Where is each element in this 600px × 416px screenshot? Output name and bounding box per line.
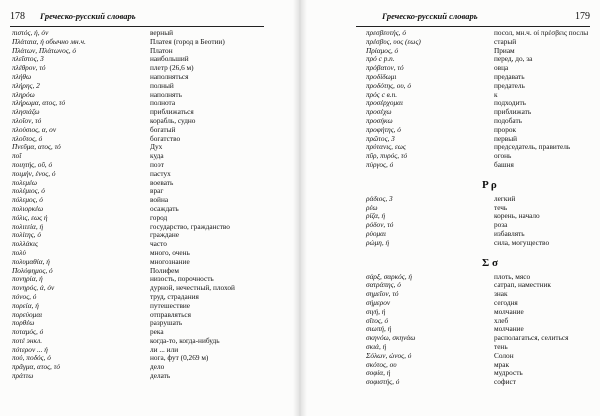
greek-headword: πολιορκέω bbox=[12, 203, 44, 213]
letter-heading-sigma: Σ σ bbox=[482, 256, 498, 269]
dictionary-entry bbox=[366, 361, 596, 370]
dictionary-entry bbox=[366, 290, 596, 299]
russian-translation: река bbox=[150, 327, 164, 337]
russian-translation: дело bbox=[150, 362, 165, 372]
russian-translation: течь bbox=[494, 202, 508, 212]
dictionary-entry bbox=[366, 204, 596, 213]
dictionary-entry bbox=[12, 47, 272, 56]
right-page-header bbox=[356, 10, 590, 27]
greek-headword: ποτέ энкл. bbox=[12, 335, 43, 345]
russian-translation: наполнять bbox=[150, 89, 182, 99]
russian-translation: предавать bbox=[494, 71, 525, 81]
greek-headword: σῖτος, ό bbox=[366, 315, 389, 325]
greek-headword: σιωπή, ή bbox=[366, 324, 392, 334]
dictionary-entry bbox=[12, 196, 272, 205]
russian-translation: старый bbox=[494, 36, 517, 46]
russian-translation: разрушать bbox=[150, 318, 183, 328]
greek-headword: πρέσβυς, υος (εως) bbox=[366, 36, 421, 46]
dictionary-entry bbox=[366, 82, 596, 91]
russian-translation: мудрость bbox=[494, 368, 523, 378]
greek-headword: σατράπης, ό bbox=[366, 280, 401, 290]
russian-translation: избавлять bbox=[494, 228, 525, 238]
greek-headword: πύργος, ό bbox=[366, 159, 394, 169]
russian-translation: богатство bbox=[150, 133, 181, 143]
greek-headword: σάρξ, σαρκός, ή bbox=[366, 271, 413, 281]
russian-translation: Платон bbox=[150, 45, 173, 55]
russian-translation: подходить bbox=[494, 98, 526, 108]
dictionary-entry bbox=[366, 195, 596, 204]
greek-headword: Πολύφημος, ό bbox=[12, 265, 53, 275]
greek-headword: πρός с в.п. bbox=[366, 89, 398, 99]
dictionary-entry bbox=[366, 221, 596, 230]
entries-rho bbox=[366, 195, 596, 248]
greek-headword: ρύομαι bbox=[366, 228, 387, 238]
russian-translation: первый bbox=[494, 133, 518, 143]
russian-translation: полнота bbox=[150, 98, 176, 108]
dictionary-entry bbox=[366, 308, 596, 317]
russian-translation: располагаться, селиться bbox=[494, 333, 569, 343]
dictionary-entry bbox=[366, 239, 596, 248]
greek-headword: προσέχω bbox=[366, 107, 392, 117]
greek-headword: πολεμέω bbox=[12, 177, 38, 187]
right-page bbox=[300, 0, 600, 416]
dictionary-entry bbox=[366, 352, 596, 361]
greek-headword: ποταμός, ό bbox=[12, 327, 44, 337]
greek-headword: προφήτης, ό bbox=[366, 124, 401, 134]
right-entries-list bbox=[366, 29, 596, 387]
dictionary-entry bbox=[12, 55, 272, 64]
dictionary-entry bbox=[12, 187, 272, 196]
dictionary-entry bbox=[12, 126, 272, 135]
greek-headword: πότερον ... ή bbox=[12, 344, 48, 354]
russian-translation: Дух bbox=[150, 142, 163, 152]
running-head: Греческо-русский словарь bbox=[40, 11, 136, 21]
russian-translation: Полифем bbox=[150, 265, 179, 275]
greek-headword: πορθέω bbox=[12, 318, 35, 328]
left-entries-list bbox=[12, 29, 272, 381]
greek-headword: σήμερον bbox=[366, 297, 391, 307]
dictionary-entry bbox=[12, 311, 272, 320]
russian-translation: корабль, судно bbox=[150, 115, 196, 125]
greek-headword: πλούσιος, α, ον bbox=[12, 124, 57, 134]
entries-sigma bbox=[366, 273, 596, 387]
entries-pi bbox=[366, 29, 596, 170]
greek-headword: πολέμιος, ό bbox=[12, 186, 45, 196]
left-page-header bbox=[10, 10, 264, 27]
page-number: 178 bbox=[10, 11, 25, 22]
dictionary-entry bbox=[12, 223, 272, 232]
greek-headword: προδίδωμι bbox=[366, 71, 397, 81]
greek-headword: πόλεμος, ό bbox=[12, 195, 43, 205]
dictionary-entry bbox=[12, 64, 272, 73]
dictionary-entry bbox=[366, 47, 596, 56]
greek-headword: πλεῖστος, 3 bbox=[12, 54, 44, 64]
russian-translation: верный bbox=[150, 28, 174, 37]
russian-translation: куда bbox=[150, 151, 164, 161]
dictionary-entry bbox=[366, 369, 596, 378]
greek-headword: ποιητής, οῦ, ό bbox=[12, 159, 53, 169]
greek-headword: πολίτης, ό bbox=[12, 230, 41, 240]
russian-translation: огонь bbox=[494, 151, 512, 161]
greek-headword: πορεία, ή bbox=[12, 300, 39, 310]
russian-translation: город bbox=[150, 212, 168, 222]
russian-translation: председатель, правитель bbox=[494, 142, 571, 152]
dictionary-entry bbox=[366, 64, 596, 73]
greek-headword: πορεύομαι bbox=[12, 309, 43, 319]
russian-translation: наполняться bbox=[150, 71, 189, 81]
dictionary-entry bbox=[12, 363, 272, 372]
dictionary-entry bbox=[366, 99, 596, 108]
russian-translation: приближать bbox=[494, 107, 532, 117]
russian-translation: многознание bbox=[150, 256, 190, 266]
greek-headword: πόλις, εως ή bbox=[12, 212, 48, 222]
dictionary-entry bbox=[12, 231, 272, 240]
dictionary-entry bbox=[366, 317, 596, 326]
greek-headword: σημεῖον, τό bbox=[366, 289, 399, 299]
dictionary-entry bbox=[366, 38, 596, 47]
dictionary-entry bbox=[12, 205, 272, 214]
greek-headword: πρῶτος, 3 bbox=[366, 133, 395, 143]
russian-translation: Платея (город в Беотии) bbox=[150, 36, 225, 46]
russian-translation: враг bbox=[150, 186, 164, 196]
dictionary-entry bbox=[366, 334, 596, 343]
dictionary-entry bbox=[366, 161, 596, 170]
dictionary-entry bbox=[12, 108, 272, 117]
dictionary-entry bbox=[12, 328, 272, 337]
dictionary-entry bbox=[12, 293, 272, 302]
russian-translation: путешествие bbox=[150, 300, 191, 310]
russian-translation: отправляться bbox=[150, 309, 191, 319]
dictionary-entry bbox=[12, 372, 272, 381]
dictionary-entry bbox=[366, 230, 596, 239]
dictionary-entry bbox=[12, 170, 272, 179]
russian-translation: приближаться bbox=[150, 107, 194, 117]
russian-translation: пастух bbox=[150, 168, 171, 178]
dictionary-entry bbox=[366, 299, 596, 308]
dictionary-entry bbox=[12, 346, 272, 355]
russian-translation: сила, могущество bbox=[494, 237, 550, 247]
russian-translation: война bbox=[150, 195, 169, 205]
russian-translation: посол, мн.ч. οί πρέσβεις послы bbox=[494, 28, 589, 37]
russian-translation: знак bbox=[494, 289, 508, 299]
greek-headword: σκότος, ου bbox=[366, 359, 397, 369]
greek-headword: πληρόω bbox=[12, 89, 35, 99]
greek-headword: πόνος, ό bbox=[12, 291, 37, 301]
russian-translation: труд, страдания bbox=[150, 291, 199, 301]
dictionary-entry bbox=[12, 319, 272, 328]
greek-headword: πολλάκις bbox=[12, 239, 38, 249]
russian-translation: молчание bbox=[494, 324, 524, 334]
dictionary-entry bbox=[12, 214, 272, 223]
greek-headword: ράδιος, 3 bbox=[366, 193, 393, 203]
russian-translation: молчание bbox=[494, 306, 524, 316]
greek-headword: Σόλων, ώνος, ό bbox=[366, 350, 412, 360]
russian-translation: предатель bbox=[494, 80, 525, 90]
dictionary-entry bbox=[12, 82, 272, 91]
dictionary-entry bbox=[12, 249, 272, 258]
greek-headword: πονηρία, ή bbox=[12, 274, 43, 284]
greek-headword: πιστός, ή, όν bbox=[12, 28, 49, 37]
greek-headword: πλέθρον, τό bbox=[12, 63, 46, 73]
dictionary-entry bbox=[366, 378, 596, 387]
russian-translation: сегодня bbox=[494, 297, 518, 307]
greek-headword: πρό с р.п. bbox=[366, 54, 395, 64]
greek-headword: πονηρός, ά, όν bbox=[12, 283, 55, 293]
russian-translation: софист bbox=[494, 377, 516, 387]
russian-translation: мрак bbox=[494, 359, 510, 369]
russian-translation: делать bbox=[150, 371, 171, 381]
letter-heading-rho: Ρ ρ bbox=[482, 178, 497, 191]
dictionary-entry bbox=[12, 337, 272, 346]
russian-translation: плетр (26,6 м) bbox=[150, 63, 194, 73]
greek-headword: πρεσβευτής, ό bbox=[366, 28, 406, 37]
russian-translation: пророк bbox=[494, 124, 517, 134]
running-head: Греческо-русский словарь bbox=[382, 11, 478, 21]
dictionary-entry bbox=[12, 267, 272, 276]
greek-headword: πολύ bbox=[12, 247, 26, 257]
dictionary-entry bbox=[12, 73, 272, 82]
greek-headword: προσέρχομαι bbox=[366, 98, 404, 108]
dictionary-entry bbox=[12, 179, 272, 188]
greek-headword: Πρίαμος, ό bbox=[366, 45, 399, 55]
russian-translation: дурной, нечестный, плохой bbox=[150, 283, 235, 293]
greek-headword: προδότης, ου, ό bbox=[366, 80, 411, 90]
greek-headword: ρέω bbox=[366, 202, 378, 212]
russian-translation: сатрап, наместник bbox=[494, 280, 551, 290]
greek-headword: σκιά, ή bbox=[366, 341, 387, 351]
russian-translation: перед, до, за bbox=[494, 54, 533, 64]
russian-translation: осаждать bbox=[150, 203, 179, 213]
greek-headword: ποιμήν, ένος, ό bbox=[12, 168, 56, 178]
russian-translation: хлеб bbox=[494, 315, 509, 325]
russian-translation: тень bbox=[494, 341, 508, 351]
dictionary-entry bbox=[366, 108, 596, 117]
russian-translation: корень, начало bbox=[494, 211, 540, 221]
greek-headword: προσήκω bbox=[366, 115, 393, 125]
dictionary-entry bbox=[12, 143, 272, 152]
dictionary-entry bbox=[366, 212, 596, 221]
greek-headword: πράττω bbox=[12, 371, 34, 381]
russian-translation: наибольший bbox=[150, 54, 189, 64]
russian-translation: часто bbox=[150, 239, 167, 249]
greek-headword: σοφιστής, ό bbox=[366, 377, 400, 387]
russian-translation: плоть, мясо bbox=[494, 271, 531, 281]
greek-headword: πλησιάζω bbox=[12, 107, 40, 117]
greek-headword: πρόβατον, τό bbox=[366, 63, 404, 73]
greek-headword: πού, ποδός, ό bbox=[12, 353, 51, 363]
greek-headword: πλοῦτος, ό bbox=[12, 133, 43, 143]
greek-headword: πλήρης, 2 bbox=[12, 80, 40, 90]
greek-headword: πολιτεία, ή bbox=[12, 221, 44, 231]
greek-headword: ρίζα, ή bbox=[366, 211, 386, 221]
russian-translation: подобать bbox=[494, 115, 522, 125]
greek-headword: Πλάταια, ή обычно мн.ч. bbox=[12, 36, 86, 46]
book-gutter-shadow bbox=[293, 0, 307, 416]
russian-translation: государство, гражданство bbox=[150, 221, 230, 231]
russian-translation: роза bbox=[494, 220, 508, 230]
dictionary-entry bbox=[12, 302, 272, 311]
russian-translation: нога, фут (0,269 м) bbox=[150, 353, 209, 363]
dictionary-entry bbox=[12, 240, 272, 249]
russian-translation: поэт bbox=[150, 159, 164, 169]
russian-translation: богатый bbox=[150, 124, 176, 134]
russian-translation: овца bbox=[494, 63, 509, 73]
russian-translation: граждане bbox=[150, 230, 180, 240]
russian-translation: ли ... или bbox=[150, 344, 179, 354]
greek-headword: ρόδον, τό bbox=[366, 220, 394, 230]
greek-headword: σοφία, ή bbox=[366, 368, 391, 378]
russian-translation: башня bbox=[494, 159, 514, 169]
greek-headword: πρᾶγμα, ατος, τό bbox=[12, 362, 60, 372]
greek-headword: πλήρωμα, ατος, τό bbox=[12, 98, 66, 108]
greek-headword: πλοῖον, τό bbox=[12, 115, 42, 125]
greek-headword: Πλάτων, Πλάτωνος, ό bbox=[12, 45, 77, 55]
dictionary-entry bbox=[366, 126, 596, 135]
russian-translation: низость, порочность bbox=[150, 274, 214, 284]
russian-translation: много, очень bbox=[150, 247, 190, 257]
greek-headword: πρύτανις, εως bbox=[366, 142, 406, 152]
greek-headword: ποῖ bbox=[12, 151, 22, 161]
russian-translation: Солон bbox=[494, 350, 514, 360]
greek-headword: Πνεῦμα, ατος, τό bbox=[12, 142, 61, 152]
page-number: 179 bbox=[575, 11, 590, 22]
russian-translation: воевать bbox=[150, 177, 174, 187]
greek-headword: πῦρ, πυρός, τό bbox=[366, 151, 408, 161]
russian-translation: когда-то, когда-нибудь bbox=[150, 335, 220, 345]
greek-headword: ρώμη, ή bbox=[366, 237, 390, 247]
russian-translation: легкий bbox=[494, 193, 516, 203]
greek-headword: σιγή, ή bbox=[366, 306, 386, 316]
greek-headword: σκηνόω, σκηνάω bbox=[366, 333, 416, 343]
dictionary-entry bbox=[12, 99, 272, 108]
dictionary-entry bbox=[12, 284, 272, 293]
russian-translation: к bbox=[494, 89, 498, 99]
russian-translation: Приам bbox=[494, 45, 515, 55]
greek-headword: πλήθω bbox=[12, 71, 32, 81]
russian-translation: полный bbox=[150, 80, 174, 90]
dictionary-entry bbox=[366, 152, 596, 161]
greek-headword: πολυμαθία, ή bbox=[12, 256, 50, 266]
dictionary-entry bbox=[366, 281, 596, 290]
